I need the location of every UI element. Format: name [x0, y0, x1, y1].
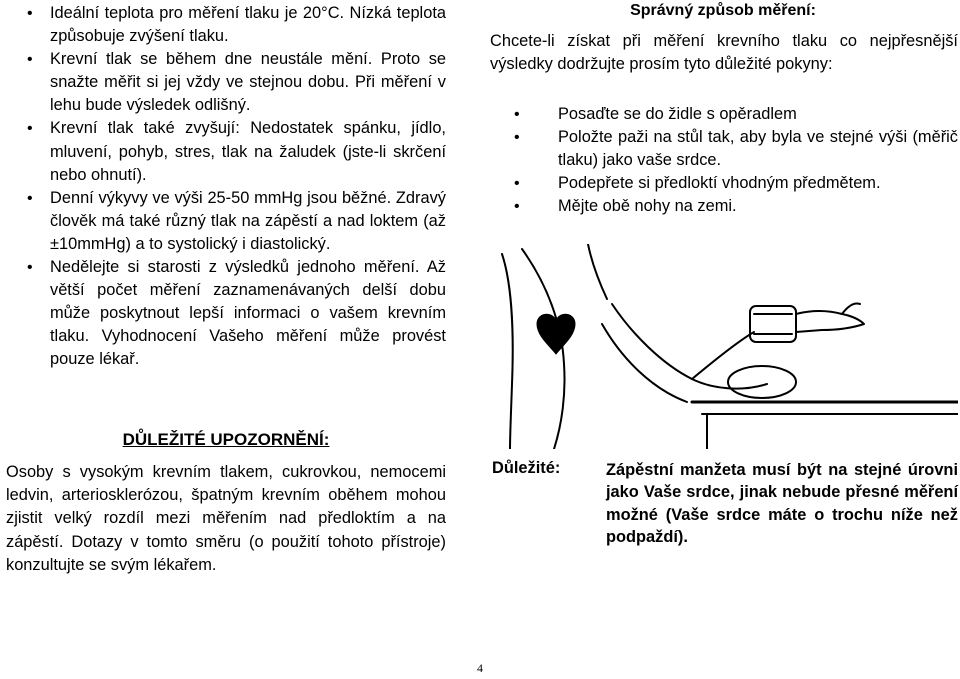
tips-list	[6, 2, 446, 372]
list-item: • Položte paži na stůl tak, aby byla ve stejné výši (měřič tlaku) jako vaše srdce.	[496, 126, 958, 172]
list-item: • Ideální teplota pro měření tlaku je 20°C. Nízká teplota způsobuje zvýšení tlaku.	[6, 2, 446, 48]
arm-lower-edge	[602, 324, 687, 402]
warning-text: Osoby s vysokým krevním tlakem, cukrovkou, nemocemi ledvin, arteriosklerózou, špatným krevním oběhem mohou zjistit velký rozdíl mezi měřením nad předloktím a na zápěstí. Dotazy v tomto směru (o použití tohoto přístroje) konzultujte se svým lékařem.	[6, 463, 446, 574]
chair-back-line	[502, 254, 513, 449]
cuff-detail	[754, 314, 792, 334]
upper-arm-line	[612, 304, 767, 389]
intro-text: Chcete-li získat při měření krevního tlaku co nejpřesnější výsledky dodržujte prosím tyto důležité pokyny:	[490, 32, 958, 74]
warning-heading: DŮLEŽITÉ UPOZORNĚNÍ:	[122, 430, 330, 449]
important-text: Zápěstní manžeta musí být na stejné úrovni jako Vaše srdce, jinak nebude přesné měření možné (Vaše srdce máte o trochu níže než podpaždí).	[606, 461, 958, 547]
page-number: 4	[477, 661, 483, 675]
thumb-line	[842, 303, 860, 314]
list-item: • Podepřete si předloktí vhodným předmětem.	[496, 172, 958, 195]
list-item: • Denní výkyvy ve výši 25-50 mmHg jsou běžné. Zdravý člověk má také různý tlak na zápěstí a nad loktem (až ±10mmHg) a to systolický i diastolický.	[6, 187, 446, 256]
steps-list	[496, 103, 958, 218]
list-item: • Posaďte se do židle s opěradlem	[496, 103, 958, 126]
wrist-cuff-shape	[750, 306, 796, 342]
list-item: • Mějte obě nohy na zemi.	[496, 195, 958, 218]
measurement-illustration	[492, 244, 958, 449]
section-title: Správný způsob měření:	[630, 2, 816, 19]
support-cushion	[728, 366, 796, 398]
list-item: • Krevní tlak se během dne neustále mění. Proto se snažte měřit si jej vždy ve stejnou dobu. Při měření v lehu bude výsledek odlišný.	[6, 48, 446, 117]
chest-line	[588, 244, 607, 299]
important-label: Důležité:	[492, 459, 561, 477]
heart-icon	[537, 314, 575, 354]
left-column	[6, 2, 446, 372]
measurement-illustration-drawing	[492, 244, 958, 449]
list-item: • Krevní tlak také zvyšují: Nedostatek spánku, jídlo, mluvení, pohyb, stres, tlak na žaludek (jste-li skrčení nebo ohnutí).	[6, 117, 446, 186]
hand-line	[796, 311, 864, 332]
forearm-line	[692, 332, 754, 379]
list-item: • Nedělejte si starosti z výsledků jednoho měření. Až větší počet měření zaznamenávaných delší dobu může poskytnout lepší informaci o vašem krevním tlaku. Vyhodnocení Vašeho měření může provést pouze lékař.	[6, 256, 446, 371]
